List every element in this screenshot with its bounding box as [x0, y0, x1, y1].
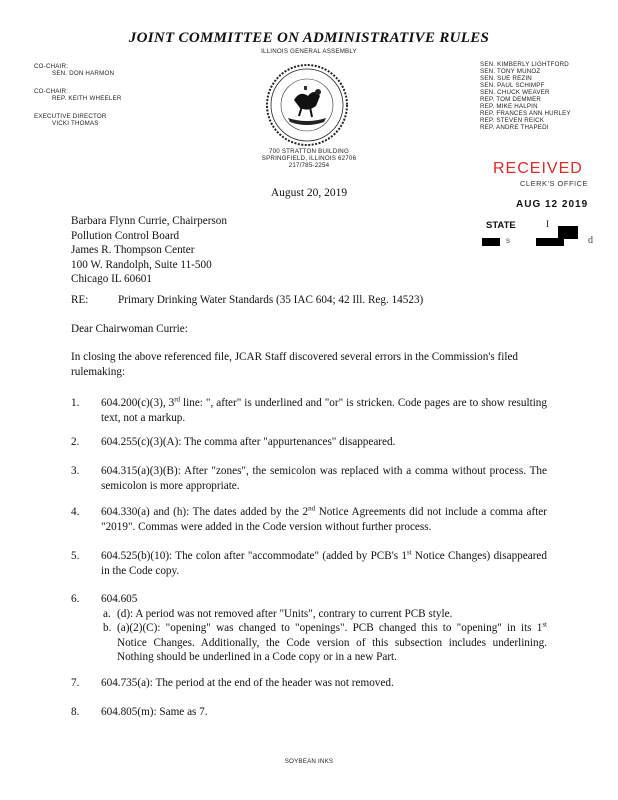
member-name: SEN. KIMBERLY LIGHTFORD — [480, 61, 569, 68]
sub-item-marker: b. — [103, 622, 112, 634]
sub-list — [103, 607, 547, 665]
recipient-line: Pollution Control Board — [71, 229, 180, 242]
item-number: 6. — [71, 593, 80, 605]
item-text: 604.605 — [101, 593, 138, 605]
member-name: REP. FRANCES ANN HURLEY — [480, 110, 571, 117]
recipient-line: Chicago IL 60601 — [71, 273, 152, 285]
member-name: REP. MIKE HALPIN — [480, 103, 538, 110]
list-item — [71, 505, 547, 534]
footer-soybean-inks: SOYBEAN INKS — [284, 758, 334, 765]
item-number: 4. — [71, 506, 80, 518]
stamp-fragment: d — [588, 235, 593, 246]
address-line: 217/785-2254 — [288, 162, 330, 169]
letterhead-left-column — [34, 63, 122, 127]
sub-item — [103, 607, 547, 622]
redaction-block — [536, 238, 564, 246]
item-number: 3. — [71, 465, 80, 477]
recipient-line: Barbara Flynn Currie, Chairperson — [71, 215, 227, 227]
list-item — [71, 705, 547, 720]
intro-paragraph: In closing the above referenced file, JCAR Staff discovered several errors in the Commission's filed rulemaking: — [71, 351, 519, 378]
list-item — [71, 676, 547, 691]
item-number: 2. — [71, 436, 80, 448]
list-item — [71, 396, 547, 425]
cochair-1-name: SEN. DON HARMON — [52, 70, 115, 77]
member-name: REP. TOM DEMMER — [480, 96, 542, 103]
letterhead-member-list — [480, 61, 571, 131]
stamp-clerk-office: CLERK'S OFFICE — [520, 179, 589, 188]
address-line: 700 STRATTON BUILDING — [269, 148, 349, 155]
item-text: 604.805(m): Same as 7. — [101, 706, 208, 718]
sub-item-text: (d): A period was not removed after "Units", contrary to current PCB style. — [117, 607, 453, 620]
recipient-line: James R. Thompson Center — [71, 244, 195, 256]
item-text: 604.330(a) and (h): The dates added by the 2nd Notice Agreements did not include a comma after "2019". Commas were added in the Code version without further process. — [101, 504, 547, 533]
member-name: SEN. CHUCK WEAVER — [480, 89, 550, 96]
item-number: 5. — [71, 550, 80, 562]
sub-item — [103, 621, 547, 665]
member-name: SEN. TONY MUNOZ — [480, 68, 541, 75]
director-role: EXECUTIVE DIRECTOR — [34, 113, 107, 120]
list-item — [71, 464, 547, 493]
re-line — [71, 293, 423, 308]
stamp-date: AUG 12 2019 — [516, 199, 589, 210]
item-text: 604.735(a): The period at the end of the header was not removed. — [101, 677, 394, 689]
letterhead-subtitle: ILLINOIS GENERAL ASSEMBLY — [261, 48, 357, 55]
cochair-2-name: REP. KEITH WHEELER — [52, 95, 122, 102]
address-line: SPRINGFIELD, ILLINOIS 62706 — [261, 155, 357, 162]
redaction-block — [482, 238, 500, 246]
item-text: 604.315(a)(3)(B): After "zones", the semicolon was replaced with a comma without process. The semicolon is more appropriate. — [101, 465, 547, 492]
item-number: 1. — [71, 397, 80, 409]
sub-item-marker: a. — [103, 607, 111, 620]
stamp-state: STATE — [486, 220, 516, 231]
letterhead-title: JOINT COMMITTEE ON ADMINISTRATIVE RULES — [128, 30, 490, 46]
recipient-block — [71, 214, 227, 287]
cochair-2-role: CO-CHAIR: — [34, 88, 69, 95]
sub-item-text: (a)(2)(C): "opening" was changed to "openings". PCB changed this to "opening" in its 1st Notice Changes. Additionally, the Code version of this subsection includes underlining. Nothing should be underlined in a Code copy or in a new Part. — [117, 620, 547, 663]
received-stamp: RECEIVED — [493, 160, 583, 177]
list-item — [71, 549, 547, 578]
item-text: 604.255(c)(3)(A): The comma after "appurtenances" disappeared. — [101, 436, 396, 448]
item-number: 7. — [71, 677, 80, 689]
recipient-line: 100 W. Randolph, Suite 11-500 — [71, 258, 212, 271]
cochair-1-role: CO-CHAIR: — [34, 63, 69, 70]
item-text: 604.200(c)(3), 3rd line: ", after" is underlined and "or" is stricken. Code pages are to show resulting text, not a markup. — [101, 395, 547, 424]
re-subject: Primary Drinking Water Standards (35 IAC 604; 42 Ill. Reg. 14523) — [118, 294, 424, 306]
letter-date: August 20, 2019 — [270, 187, 348, 199]
state-seal-icon — [264, 62, 350, 148]
item-number: 8. — [71, 706, 80, 718]
member-name: REP. ANDRE THAPEDI — [480, 124, 549, 131]
list-item — [71, 592, 547, 665]
member-name: REP. STEVEN REICK — [480, 117, 545, 124]
item-text: 604.525(b)(10): The colon after "accommodate" (added by PCB's 1st Notice Changes) disappeared in the Code copy. — [101, 548, 547, 577]
stamp-state-fragment: I — [546, 219, 549, 229]
member-name: SEN. PAUL SCHIMPF — [480, 82, 545, 89]
director-name: VICKI THOMAS — [52, 120, 99, 127]
salutation: Dear Chairwoman Currie: — [71, 323, 188, 335]
list-item — [71, 435, 547, 450]
member-name: SEN. SUE REZIN — [480, 75, 532, 82]
stamp-fragment: s — [506, 236, 510, 245]
re-label: RE: — [71, 294, 89, 306]
